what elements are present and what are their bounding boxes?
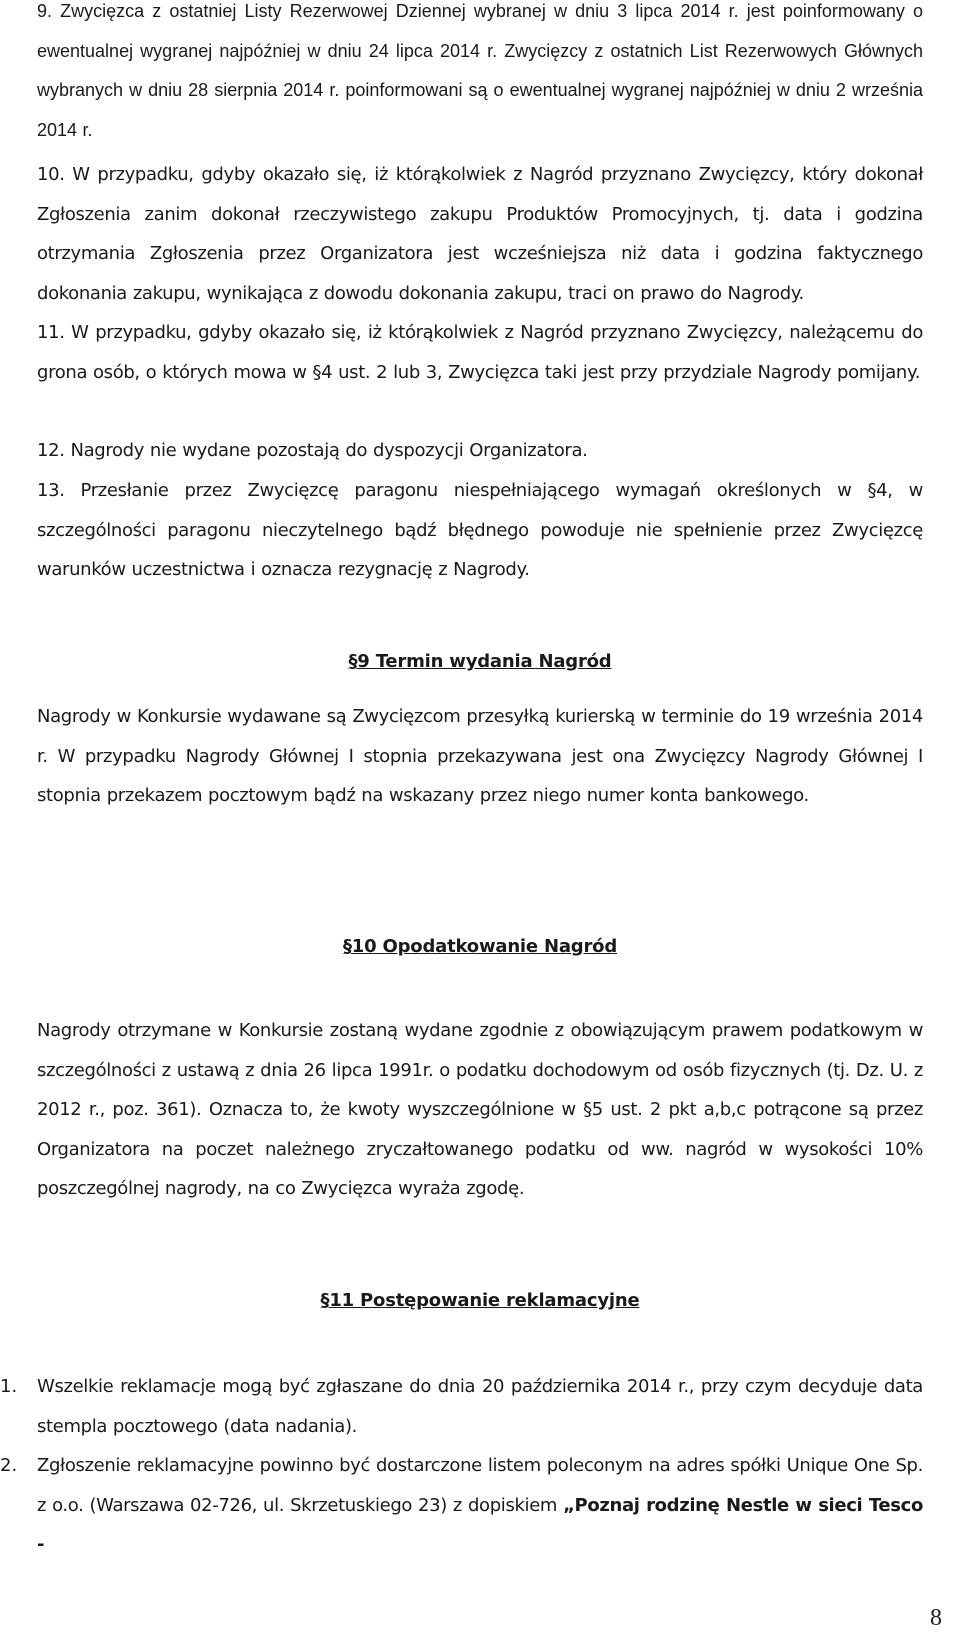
section-10-heading: §10 Opodatkowanie Nagród (342, 936, 617, 957)
list-item-text-bold: „Poznaj rodzinę Nestle w sieci Tesco - (37, 1494, 923, 1555)
section-9-heading: §9 Termin wydania Nagród (348, 651, 612, 672)
paragraph-9: 9. Zwycięzca z ostatniej Listy Rezerwowej Dziennej wybranej w dniu 3 lipca 2014 r. jest poinformowany o ewentualnej wygranej najpóźniej w dniu 24 lipca 2014 r. Zwycięzcy z ostatnich List Rezerwowych Głównych wybranych w dniu 28 sierpnia 2014 r. poinformowani są o ewentualnej wygranej najpóźniej w dniu 2 września 2014 r. (37, 1, 923, 140)
list-item-text (37, 1446, 923, 1565)
section-11-heading: §11 Postępowanie reklamacyjne (320, 1290, 640, 1311)
paragraph-10: 10. W przypadku, gdyby okazało się, iż którąkolwiek z Nagród przyznano Zwycięzcy, który dokonał Zgłoszenia zanim dokonał rzeczywistego zakupu Produktów Promocyjnych, tj. data i godzina otrzymania Zgłoszenia przez Organizatora jest wcześniejsza niż data i godzina faktycznego dokonania zakupu, wynikająca z dowodu dokonania zakupu, traci on prawo do Nagrody. (37, 164, 923, 304)
section-10-text: Nagrody otrzymane w Konkursie zostaną wydane zgodnie z obowiązującym prawem podatkowym w szczególności z ustawą z dnia 26 lipca 1991r. o podatku dochodowym od osób fizycznych (tj. Dz. U. z 2012 r., poz. 361). Oznacza to, że kwoty wyszczególnione w §5 ust. 2 pkt a,b,c potrącone są przez Organizatora na poczet należnego zryczałtowanego podatku od ww. nagród w wysokości 10% poszczególnej nagrody, na co Zwycięzca wyraża zgodę. (37, 1020, 923, 1199)
list-item-text: Wszelkie reklamacje mogą być zgłaszane do dnia 20 października 2014 r., przy czym decyduje data stempla pocztowego (data nadania). (37, 1376, 923, 1437)
paragraph-11: 11. W przypadku, gdyby okazało się, iż którąkolwiek z Nagród przyznano Zwycięzcy, należącemu do grona osób, o których mowa w §4 ust. 2 lub 3, Zwycięzca taki jest przy przydziale Nagrody pomijany. (37, 322, 923, 383)
paragraph-13: 13. Przesłanie przez Zwycięzcę paragonu niespełniającego wymagań określonych w §4, w szczególności paragonu nieczytelnego bądź błędnego powoduje nie spełnienie przez Zwycięzcę warunków uczestnictwa i oznacza rezygnację z Nagrody. (37, 480, 923, 580)
section-9-text: Nagrody w Konkursie wydawane są Zwycięzcom przesyłką kurierską w terminie do 19 września 2014 r. W przypadku Nagrody Głównej I stopnia przekazywana jest ona Zwycięzcy Nagrody Głównej I stopnia przekazem pocztowym bądź na wskazany przez niego numer konta bankowego. (37, 706, 923, 806)
page-number: 8 (930, 1605, 942, 1631)
list-item-number: 1. (0, 1376, 18, 1397)
list-item-number: 2. (0, 1455, 18, 1476)
list-item-text-plain: Zgłoszenie reklamacyjne powinno być dostarczone listem poleconym na adres spółki Unique One Sp. z o.o. (Warszawa 02-726, ul. Skrzetuskiego 23) z dopiskiem (37, 1455, 923, 1516)
paragraph-12: 12. Nagrody nie wydane pozostają do dyspozycji Organizatora. (37, 440, 588, 461)
